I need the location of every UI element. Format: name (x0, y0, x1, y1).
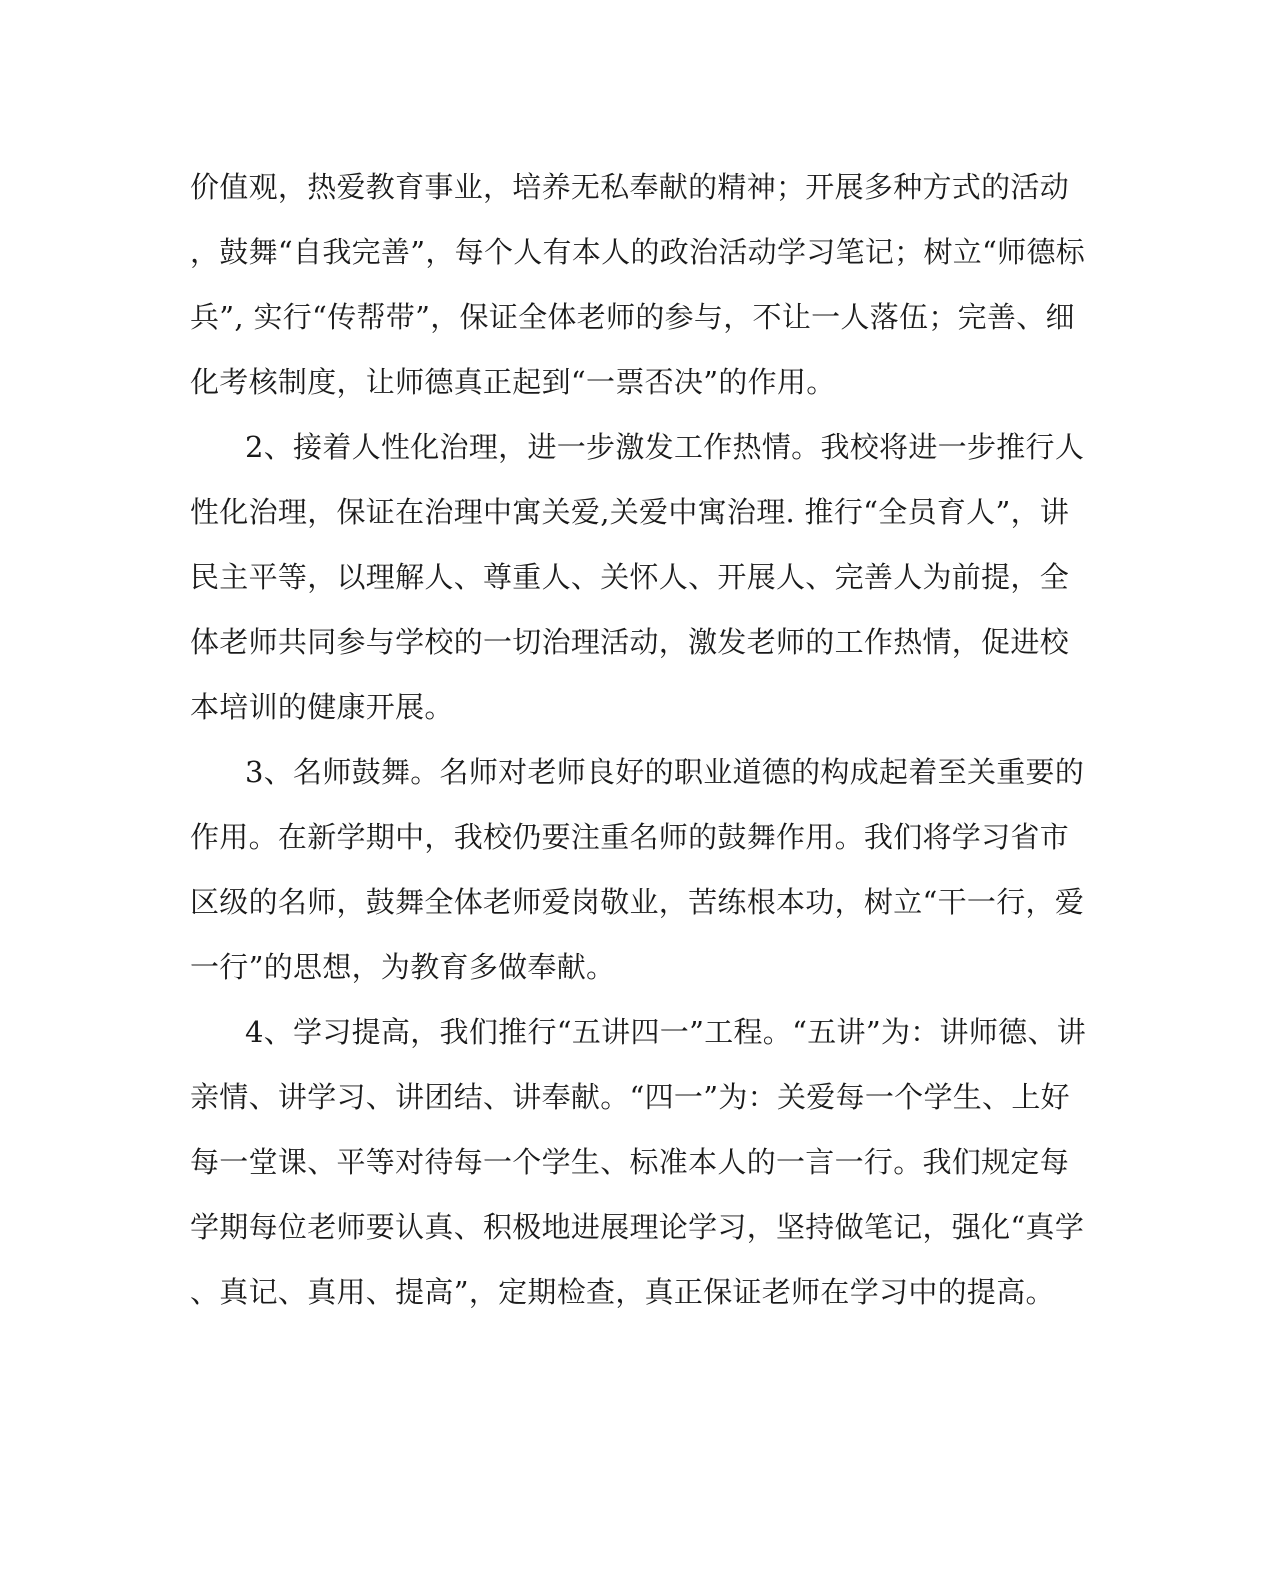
text-line: 一行”的思想，为教育多做奉献。 (190, 950, 616, 984)
text-line: 体老师共同参与学校的一切治理活动，激发老师的工作热情，促进校 (190, 625, 1070, 659)
text-line: 区级的名师，鼓舞全体老师爱岗敬业，苦练根本功，树立“干一行，爱 (190, 885, 1085, 919)
text-line: 、真记、真用、提高”，定期检查，真正保证老师在学习中的提高。 (190, 1275, 1055, 1309)
paragraph-3-first-line: 3、名师鼓舞。名师对老师良好的职业道德的构成起着至关重要的 (245, 755, 1085, 789)
text-line: 学期每位老师要认真、积极地进展理论学习，坚持做笔记，强化“真学 (190, 1210, 1085, 1244)
text-line: 性化治理，保证在治理中寓关爱,关爱中寓治理. 推行“全员育人”，讲 (190, 495, 1070, 529)
text-line: 亲情、讲学习、讲团结、讲奉献。“四一”为：关爱每一个学生、上好 (190, 1080, 1070, 1114)
text-line: 化考核制度，让师德真正起到“一票否决”的作用。 (190, 365, 836, 399)
text-line: ，鼓舞“自我完善”，每个人有本人的政治活动学习笔记；树立“师德标 (190, 235, 1086, 269)
text-line: 价值观，热爱教育事业，培养无私奉献的精神；开展多种方式的活动 (190, 170, 1070, 204)
text-line: 每一堂课、平等对待每一个学生、标准本人的一言一行。我们规定每 (190, 1145, 1070, 1179)
paragraph-2-first-line: 2、接着人性化治理，进一步激发工作热情。我校将进一步推行人 (245, 430, 1085, 464)
text-line: 兵”, 实行“传帮带”，保证全体老师的参与，不让一人落伍；完善、细 (190, 300, 1075, 334)
paragraph-4-first-line: 4、学习提高，我们推行“五讲四一”工程。“五讲”为：讲师德、讲 (245, 1015, 1087, 1049)
text-line: 本培训的健康开展。 (190, 690, 454, 724)
text-line: 民主平等，以理解人、尊重人、关怀人、开展人、完善人为前提，全 (190, 560, 1070, 594)
text-line: 作用。在新学期中，我校仍要注重名师的鼓舞作用。我们将学习省市 (190, 820, 1070, 854)
